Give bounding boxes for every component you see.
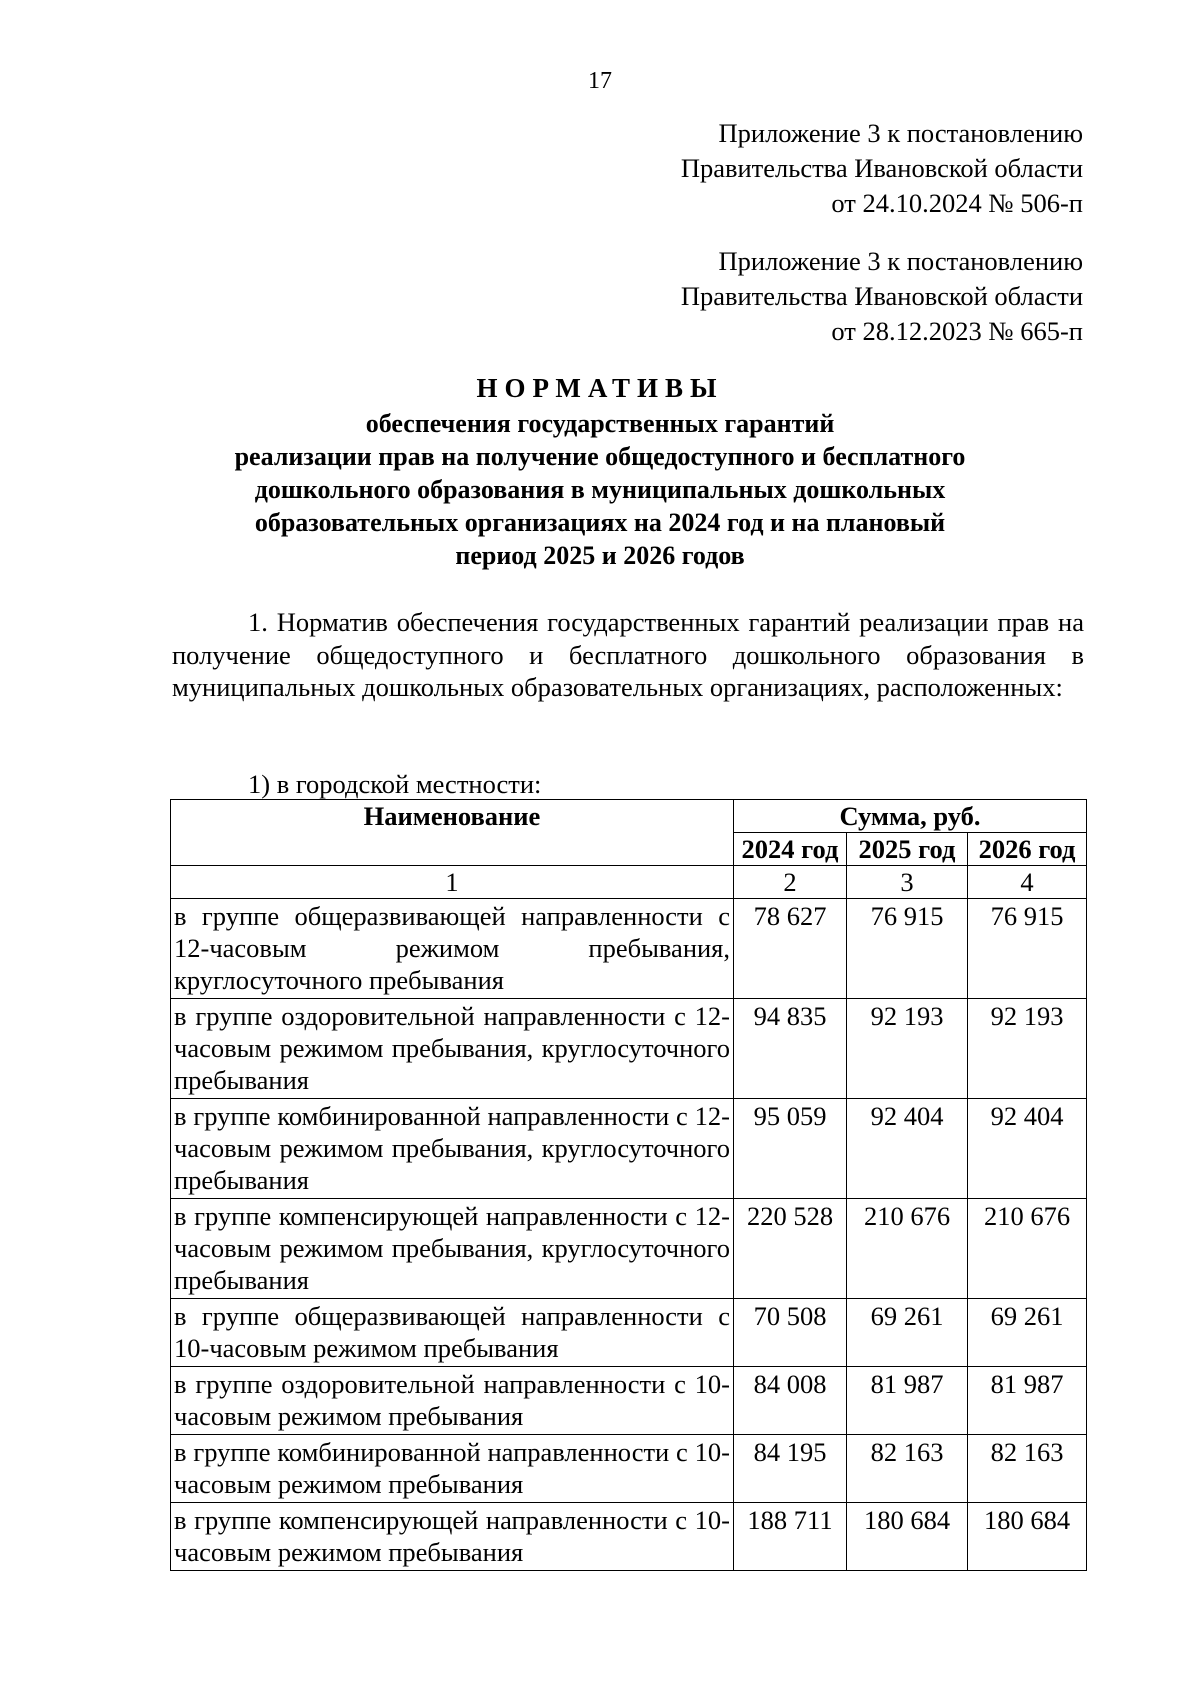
body-paragraph: 1. Норматив обеспечения государственных гарантий реализации прав на получение общедоступного и бесплатного дошкольного образования в муниципальных дошкольных образовательных организациях, расположенных:	[172, 607, 1084, 702]
title-line: образовательных организациях на 2024 год и на плановый	[254, 508, 946, 537]
subheading: 1) в городской местности:	[248, 769, 542, 799]
header-name: Наименование	[171, 800, 734, 866]
header-year: 2025 год	[847, 833, 968, 866]
table-row	[171, 899, 1087, 999]
table-header-row	[171, 800, 1087, 833]
index-cell: 2	[734, 866, 847, 899]
row-name: в группе комбинированной направленности с 12-часовым режимом пребывания, круглосуточного пребывания	[171, 1099, 734, 1199]
value-2026: 82 163	[968, 1435, 1087, 1503]
table-index-row	[171, 866, 1087, 899]
row-name: в группе компенсирующей направленности с 10-часовым режимом пребывания	[171, 1503, 734, 1571]
value-2025: 76 915	[847, 899, 968, 999]
value-2026: 69 261	[968, 1299, 1087, 1367]
value-2024: 70 508	[734, 1299, 847, 1367]
value-2025: 69 261	[847, 1299, 968, 1367]
value-2024: 84 195	[734, 1435, 847, 1503]
value-2025: 210 676	[847, 1199, 968, 1299]
document-title	[0, 372, 1200, 572]
table-row	[171, 999, 1087, 1099]
value-2026: 81 987	[968, 1367, 1087, 1435]
table-row	[171, 1199, 1087, 1299]
value-2026: 92 404	[968, 1099, 1087, 1199]
value-2026: 210 676	[968, 1199, 1087, 1299]
header-sum: Сумма, руб.	[734, 800, 1087, 833]
annex-line: от 24.10.2024 № 506-п	[831, 188, 1083, 218]
annex-reference-old	[681, 244, 1083, 349]
norms-table	[170, 799, 1087, 1571]
annex-line: Приложение 3 к постановлению	[718, 246, 1083, 276]
row-name: в группе комбинированной направленности с 10-часовым режимом пребывания	[171, 1435, 734, 1503]
value-2024: 94 835	[734, 999, 847, 1099]
value-2026: 76 915	[968, 899, 1087, 999]
value-2025: 82 163	[847, 1435, 968, 1503]
table-row	[171, 1099, 1087, 1199]
title-line: реализации прав на получение общедоступного и бесплатного	[234, 442, 966, 471]
value-2025: 180 684	[847, 1503, 968, 1571]
table-row	[171, 1503, 1087, 1571]
title-line: обеспечения государственных гарантий	[365, 409, 835, 438]
annex-line: Правительства Ивановской области	[680, 281, 1083, 311]
row-name: в группе оздоровительной направленности с 10-часовым режимом пребывания	[171, 1367, 734, 1435]
annex-line: Правительства Ивановской области	[680, 153, 1083, 183]
value-2025: 92 404	[847, 1099, 968, 1199]
value-2025: 81 987	[847, 1367, 968, 1435]
row-name: в группе общеразвивающей направленности с 10-часовым режимом пребывания	[171, 1299, 734, 1367]
title-main: НОРМАТИВЫ	[476, 373, 724, 403]
annex-line: Приложение 3 к постановлению	[718, 118, 1083, 148]
value-2026: 180 684	[968, 1503, 1087, 1571]
title-line: дошкольного образования в муниципальных дошкольных	[254, 475, 946, 504]
header-year: 2026 год	[968, 833, 1087, 866]
value-2024: 188 711	[734, 1503, 847, 1571]
index-cell: 1	[171, 866, 734, 899]
value-2024: 220 528	[734, 1199, 847, 1299]
table-row	[171, 1299, 1087, 1367]
index-cell: 4	[968, 866, 1087, 899]
row-name: в группе общеразвивающей направленности с 12-часовым режимом пребывания, круглосуточного пребывания	[171, 899, 734, 999]
row-name: в группе оздоровительной направленности с 12-часовым режимом пребывания, круглосуточного пребывания	[171, 999, 734, 1099]
page-number: 17	[588, 68, 612, 94]
index-cell: 3	[847, 866, 968, 899]
header-year: 2024 год	[734, 833, 847, 866]
annex-line: от 28.12.2023 № 665-п	[831, 316, 1083, 346]
table-row	[171, 1435, 1087, 1503]
row-name: в группе компенсирующей направленности с 12-часовым режимом пребывания, круглосуточного пребывания	[171, 1199, 734, 1299]
value-2024: 95 059	[734, 1099, 847, 1199]
annex-reference-new	[681, 116, 1083, 221]
value-2026: 92 193	[968, 999, 1087, 1099]
value-2024: 78 627	[734, 899, 847, 999]
value-2024: 84 008	[734, 1367, 847, 1435]
title-line: период 2025 и 2026 годов	[455, 541, 745, 570]
table-row	[171, 1367, 1087, 1435]
value-2025: 92 193	[847, 999, 968, 1099]
